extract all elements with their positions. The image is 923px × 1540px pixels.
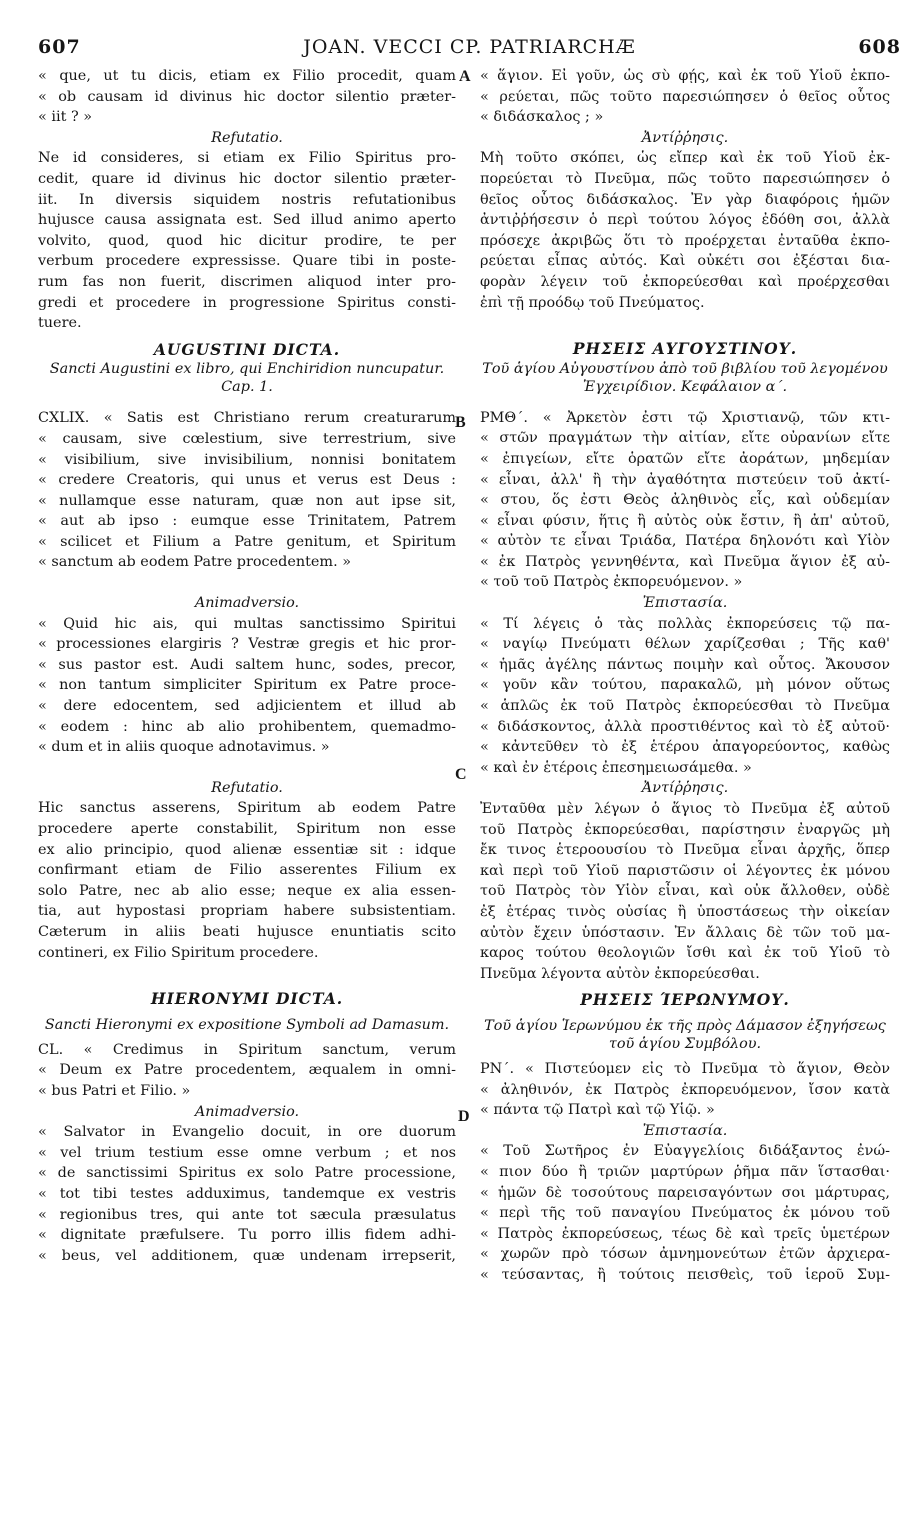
text-line: « πιον δύο ἢ τριῶν μαρτύρων ῥῆμα πᾶν ἵστασθαι· xyxy=(480,1163,890,1180)
section-subheading: Ἐπιστασία. xyxy=(642,595,728,612)
text-line: gredi et procedere in progressione Spiritus consti- xyxy=(38,294,456,311)
text-line: Ne id consideres, si etiam ex Filio Spiritus pro- xyxy=(38,150,456,167)
greek-intro-quote xyxy=(480,66,890,128)
text-line: « aut ab ipso : eumque esse Trinitatem, Patrem xyxy=(38,513,456,530)
source-citation: Τοῦ ἁγίου Ἱερωνύμου ἐκ τῆς πρὸς Δάμασον ἐξηγήσεως τοῦ ἁγίου Συμβόλου. xyxy=(484,1017,886,1052)
text-line: « αὐτὸν τε εἶναι Τριάδα, Πατέρα δηλονότι καὶ Υἱὸν xyxy=(480,533,890,550)
text-line: volvito, quod, quod hic dicitur prodire, te per xyxy=(38,232,456,249)
text-line: CXLIX. « Satis est Christiano rerum creaturarum xyxy=(38,410,456,427)
section-subheading: Ἀντίῤῥησις. xyxy=(641,780,729,797)
greek-antirrhesis-2 xyxy=(480,799,890,984)
text-line: φορὰν λέγειν τοῦ ἐκπορεύεσθαι καὶ προέρχεσθαι xyxy=(480,273,890,290)
section-heading: HIERONYMI DICTA. xyxy=(150,989,344,1009)
text-line: « ob causam id divinus hic doctor silentio præter- xyxy=(38,88,456,105)
greek-column xyxy=(480,66,890,1285)
text-line: « γοῦν κἂν τούτου, παρακαλῶ, μὴ μόνον οὕτως xyxy=(480,677,890,694)
text-line: « ἅγιον. Εἰ γοῦν, ὡς σὺ φῄς, καὶ ἐκ τοῦ Υἱοῦ ἐκπο- xyxy=(480,68,890,84)
right-page-number: 608 xyxy=(858,36,901,58)
section-subheading: Animadversio. xyxy=(194,1103,300,1120)
text-line: ρεύεται εἶπας αὐτός. Καὶ οὐκέτι σοι ἐξέσται δια- xyxy=(480,253,890,270)
text-line: « χωρῶν πρὸ τόσων ἀμνημονεύτων ἐτῶν ἀρχιερα- xyxy=(480,1246,890,1263)
text-line: hujusce causa assignata est. Sed illud animo aperto xyxy=(38,212,456,229)
text-line: Πνεῦμα λέγοντα αὐτὸν ἐκπορεύεσθαι. xyxy=(480,965,760,982)
text-line: « iit ? » xyxy=(38,109,93,126)
text-line: ἐπὶ τῇ προόδῳ τοῦ Πνεύματος. xyxy=(480,294,705,311)
text-line: « ἀληθινόν, ἐκ Πατρὸς ἐκπορευόμενον, ἴσον κατὰ xyxy=(480,1081,890,1098)
running-title: JOAN. VECCI CP. PATRIARCHÆ xyxy=(303,36,636,58)
text-line: « τοῦ τοῦ Πατρὸς ἐκπορευόμενον. » xyxy=(480,574,743,591)
text-line: « ἐπιγείων, εἴτε ὁρατῶν εἴτε ἀοράτων, μηδεμίαν xyxy=(480,450,890,467)
text-line: « dum et in aliis quoque adnotavimus. » xyxy=(38,739,330,756)
text-line: « ναγίῳ Πνεύματι θέλων χαρίζεσθαι ; Τῆς καθ' xyxy=(480,636,890,653)
text-line: « Πατρὸς ἐκπορεύσεως, τέως δὲ καὶ τρεῖς ὑμετέρων xyxy=(480,1225,890,1242)
section-subheading: Ἀντίῤῥησις. xyxy=(641,129,729,146)
text-line: « ρεύεται, πῶς τοῦτο παρεσιώπησεν ὁ θεῖος οὗτος xyxy=(480,88,890,105)
latin-animadversio-2 xyxy=(38,1122,456,1266)
greek-antirrhesis-1 xyxy=(480,148,890,313)
text-line: « beus, vel additionem, quæ undenam irrepserit, xyxy=(38,1247,456,1264)
text-line: tuere. xyxy=(38,315,82,332)
text-line: « scilicet et Filium a Patre genitum, et Spiritum xyxy=(38,533,456,550)
latin-intro-quote xyxy=(38,66,456,128)
text-line: ἐξ ἑτέρας τινὸς οὐσίας ἢ ὑποστάσεως τὴν οἰκείαν xyxy=(480,903,890,920)
greek-epistasia-2 xyxy=(480,1141,890,1285)
latin-refutatio-2 xyxy=(38,798,456,963)
section-heading: ΡΗΣΕΙΣ ΊΕΡΩΝΥΜΟΥ. xyxy=(580,990,790,1010)
text-line: Hic sanctus asserens, Spiritum ab eodem Patre xyxy=(38,800,456,817)
text-line: « eodem : hinc ab alio prohibentem, quemadmo- xyxy=(38,718,456,735)
left-page-number: 607 xyxy=(38,36,81,58)
source-citation: Sancti Augustini ex libro, qui Enchiridion nuncupatur. Cap. 1. xyxy=(49,361,445,396)
section-heading: AUGUSTINI DICTA. xyxy=(153,339,341,359)
text-line: Μὴ τοῦτο σκόπει, ὡς εἴπερ καὶ ἐκ τοῦ Υἱοῦ ἐκ- xyxy=(480,150,890,167)
text-line: « κἀντεῦθεν τὸ ἐξ ἑτέρου ἀπαγορεύοντος, καθὼς xyxy=(480,739,890,756)
greek-augustini-quote xyxy=(480,408,890,593)
text-line: « Salvator in Evangelio docuit, in ore duorum xyxy=(38,1124,456,1141)
text-line: « ἡμᾶς ἀγέλης πάντως ποιμὴν καὶ οὗτος. Ἄκουσον xyxy=(480,656,890,673)
margin-marker-b: B xyxy=(455,414,466,431)
text-line: « regionibus tres, qui ante tot sæcula præsulatus xyxy=(38,1206,456,1223)
text-line: ex alio principio, quod alienæ essentiæ sit : idque xyxy=(38,841,456,858)
text-line: « Deum ex Patre procedentem, æqualem in omni- xyxy=(38,1062,456,1079)
text-line: procedere aperte constabilit, Spiritum non esse xyxy=(38,821,456,837)
text-line: contineri, ex Filio Spiritum procedere. xyxy=(38,944,319,961)
text-line: Cæterum in aliis beati hujusce enuntiatis scito xyxy=(38,923,456,940)
text-line: « visibilium, sive invisibilium, nonnisi bonitatem xyxy=(38,451,456,468)
text-line: « sus pastor est. Audi saltem hunc, sodes, precor, xyxy=(38,656,456,673)
source-citation: Sancti Hieronymi ex expositione Symboli ad Damasum. xyxy=(44,1016,450,1033)
text-line: ἀντιῤῥήσεσιν ὁ περὶ τούτου λόγος ἐδόθη σοι, ἀλλὰ xyxy=(480,212,890,229)
text-line: « dignitate præfulsere. Tu porro illis fidem adhi- xyxy=(38,1227,456,1244)
text-line: Ἐνταῦθα μὲν λέγων ὁ ἅγιος τὸ Πνεῦμα ἐξ αὐτοῦ xyxy=(480,801,890,817)
text-line: « Τοῦ Σωτῆρος ἐν Εὐαγγελίοις διδάξαντος ἐνώ- xyxy=(480,1143,890,1160)
text-line: « εἶναι φύσιν, ἥτις ἢ αὐτὸς οὐκ ἔστιν, ἢ ἀπ' αὐτοῦ, xyxy=(480,512,890,529)
latin-column xyxy=(38,66,456,1266)
text-line: « Quid hic ais, qui multas sanctissimo Spiritui xyxy=(38,615,456,632)
latin-augustini-quote xyxy=(38,408,456,573)
text-line: confirmant etiam de Filio asserentes Filium ex xyxy=(38,862,456,879)
latin-animadversio-1 xyxy=(38,614,456,758)
text-line: πρόσεχε ἀκριβῶς ὅτι τὸ προέρχεται ἐνταῦθα ἐκπο- xyxy=(480,232,890,249)
text-line: « non tantum simpliciter Spiritum ex Patre proce- xyxy=(38,677,456,694)
text-line: « στου, ὅς ἐστι Θεὸς ἀληθινὸς εἷς, καὶ οὐδεμίαν xyxy=(480,492,890,509)
margin-marker-d: D xyxy=(458,1108,470,1125)
text-line: « στῶν πραγμάτων τὴν αἰτίαν, εἴτε οὐρανίων εἴτε xyxy=(480,430,890,447)
text-line: « tot tibi testes adduximus, tandemque ex vestris xyxy=(38,1185,456,1202)
text-line: θεῖος οὗτος διδάσκαλος. Ἐν γὰρ διαφόροις ἡμῶν xyxy=(480,191,890,208)
text-line: « vel trium testium esse omne verbum ; et nos xyxy=(38,1144,456,1161)
text-line: ἔκ τινος ἑτεροουσίου τὸ Πνεῦμα εἶναι ἀρχῆς, ὅπερ xyxy=(480,842,890,859)
margin-marker-a: A xyxy=(459,68,471,85)
text-line: ΡΝ΄. « Πιστεύομεν εἰς τὸ Πνεῦμα τὸ ἅγιον, Θεὸν xyxy=(480,1060,890,1077)
text-line: « de sanctissimi Spiritus ex solo Patre processione, xyxy=(38,1165,456,1182)
text-line: « ἐκ Πατρὸς γεννηθέντα, καὶ Πνεῦμα ἅγιον ἐξ αὐ- xyxy=(480,553,890,570)
source-citation: Τοῦ ἁγίου Αὐγουστίνου ἀπὸ τοῦ βιβλίου τοῦ λεγομένου Ἐγχειρίδιον. Κεφάλαιον α΄. xyxy=(482,360,888,395)
margin-marker-c: C xyxy=(455,766,467,783)
text-line: « ἡμῶν δὲ τοσούτους παρεισαγόντων σοι μάρτυρας, xyxy=(480,1184,890,1201)
text-line: « que, ut tu dicis, etiam ex Filio procedit, quam xyxy=(38,68,456,84)
text-line: « τεύσαντας, ἢ τούτοις πεισθεὶς, τοῦ ἱεροῦ Συμ- xyxy=(480,1266,890,1283)
section-heading: ΡΗΣΕΙΣ ΑΥΓΟΥΣΤΙΝΟΥ. xyxy=(572,339,798,359)
section-subheading: Animadversio. xyxy=(194,595,300,612)
text-line: καὶ περὶ τοῦ Υἱοῦ παριστῶσιν οἱ λέγοντες ἐκ μόνου xyxy=(480,862,890,879)
text-line: πορεύεται τὸ Πνεῦμα, πῶς τοῦτο παρεσιώπησεν ὁ xyxy=(480,170,890,187)
text-line: « εἶναι, ἀλλ' ἢ τὴν ἀγαθότητα πιστεύειν τοῦ ἀκτί- xyxy=(480,471,890,488)
text-line: rum fas non fuerit, discrimen aliquod inter pro- xyxy=(38,273,456,290)
text-line: « πάντα τῷ Πατρὶ καὶ τῷ Υἱῷ. » xyxy=(480,1102,715,1119)
text-line: « bus Patri et Filio. » xyxy=(38,1082,191,1099)
text-line: ΡΜΘ΄. « Ἀρκετὸν ἐστι τῷ Χριστιανῷ, τῶν κτι- xyxy=(480,409,890,426)
text-line: τοῦ Πατρὸς ἐκπορεύεσθαι, παρίστησιν ἐναργῶς μὴ xyxy=(480,821,890,838)
latin-hieronymi-quote xyxy=(38,1040,456,1102)
text-line: « processiones elargiris ? Vestræ gregis et hic pror- xyxy=(38,636,456,653)
text-line: αὐτὸν ἔχειν ὑπόστασιν. Ἐν ἄλλαις δὲ τῶν τοῦ μα- xyxy=(480,924,890,941)
text-line: tia, aut hypostasi propriam habere subsistentiam. xyxy=(38,903,456,920)
text-line: iit. In diversis siquidem nostris refutationibus xyxy=(38,191,456,208)
section-subheading: Ἐπιστασία. xyxy=(642,1122,728,1139)
text-line: « ἁπλῶς ἐκ τοῦ Πατρὸς ἐκπορεύεσθαι τὸ Πνεῦμα xyxy=(480,698,890,715)
text-line: « διδάσκαλος ; » xyxy=(480,109,604,126)
text-line: cedit, quare id divinus hic doctor silentio præter- xyxy=(38,170,456,187)
text-line: τοῦ Πατρὸς τὸν Υἱὸν εἶναι, καὶ οὐκ ἄλλοθεν, οὐδὲ xyxy=(480,883,890,900)
text-line: καρος τούτου θεολογιῶν ἴσθι καὶ ἐκ τοῦ Υἱοῦ τὸ xyxy=(480,945,890,962)
section-subheading: Refutatio. xyxy=(211,779,283,796)
text-line: « περὶ τῆς τοῦ παναγίου Πνεύματος ἐκ μόνου τοῦ xyxy=(480,1205,890,1222)
text-line: CL. « Credimus in Spiritum sanctum, verum xyxy=(38,1041,456,1058)
greek-hieronymi-quote xyxy=(480,1059,890,1121)
section-subheading: Refutatio. xyxy=(211,129,283,146)
text-line: « nullamque esse naturam, quæ non aut ipse sit, xyxy=(38,492,456,509)
page-header xyxy=(38,36,901,62)
text-line: « causam, sive cœlestium, sive terrestrium, sive xyxy=(38,430,456,447)
text-line: « διδάσκοντος, ἀλλὰ προστιθέντος καὶ τὸ ἐξ αὐτοῦ· xyxy=(480,718,890,735)
text-line: verbum procedere expressisse. Quare tibi in poste- xyxy=(38,253,456,270)
text-line: « credere Creatoris, qui unus et verus est Deus : xyxy=(38,472,456,489)
text-line: « καὶ ἐν ἑτέροις ἐπεσημειωσάμεθα. » xyxy=(480,759,752,776)
text-line: « sanctum ab eodem Patre procedentem. » xyxy=(38,554,352,571)
text-line: « dere edocentem, sed adjicientem et illud ab xyxy=(38,698,456,715)
latin-refutatio-1 xyxy=(38,148,456,333)
text-line: solo Patre, nec ab alio esse; neque ex alia essen- xyxy=(38,882,456,899)
greek-epistasia-1 xyxy=(480,614,890,779)
text-line: « Τί λέγεις ὁ τὰς πολλὰς ἐκπορεύσεις τῷ πα- xyxy=(480,615,890,632)
